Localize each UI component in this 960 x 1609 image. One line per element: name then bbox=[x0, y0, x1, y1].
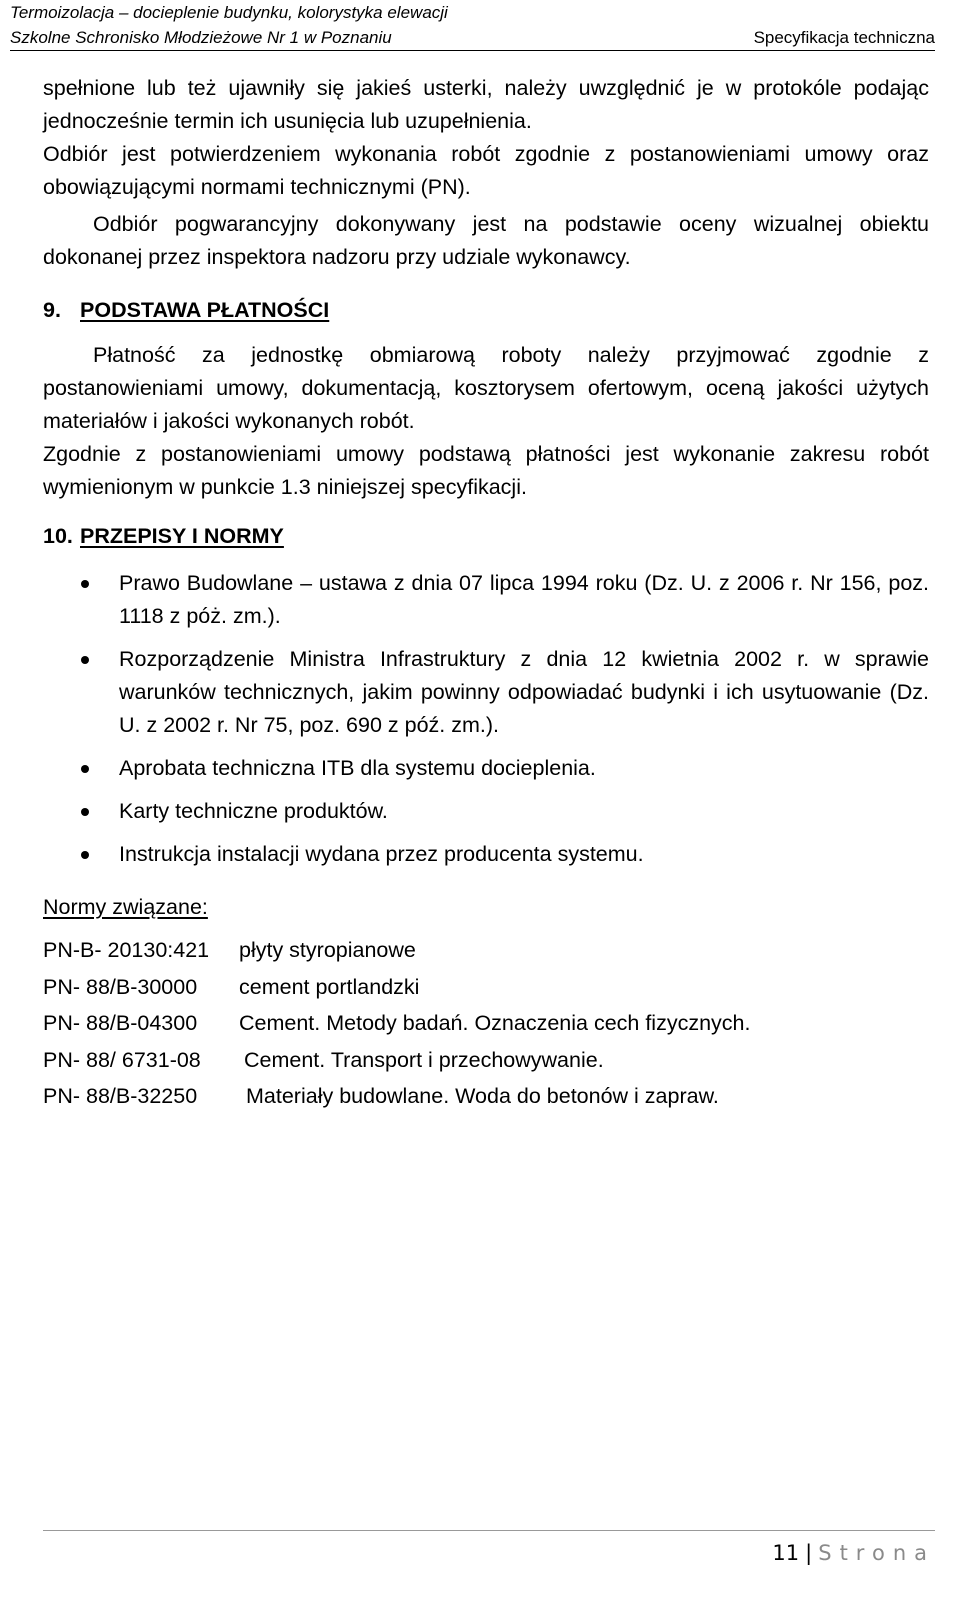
list-item: Aprobata techniczna ITB dla systemu docieplenia. bbox=[43, 752, 929, 785]
norm-row bbox=[43, 932, 929, 969]
norm-code: PN- 88/B-04300 bbox=[43, 1011, 198, 1035]
section-number: 10. bbox=[43, 524, 73, 548]
page-content bbox=[43, 72, 929, 1115]
norm-description: płyty styropianowe bbox=[239, 938, 416, 962]
norm-description: Cement. Transport i przechowywanie. bbox=[244, 1047, 604, 1072]
list-item: Instrukcja instalacji wydana przez producenta systemu. bbox=[43, 838, 929, 871]
header-title: Termoizolacja – docieplenie budynku, kolorystyka elewacji bbox=[10, 3, 448, 22]
norm-code: PN-B- 20130:421 bbox=[43, 938, 210, 962]
list-item: Rozporządzenie Ministra Infrastruktury z dnia 12 kwietnia 2002 r. w sprawie warunków technicznych, jakim powinny odpowiadać budynki i ich usytuowanie (Dz. U. z 2002 r. Nr 75, poz. 690 z póź. zm.). bbox=[43, 643, 929, 742]
page-indicator bbox=[772, 1541, 935, 1565]
page-footer bbox=[43, 1530, 935, 1577]
norm-row bbox=[43, 1042, 929, 1079]
paragraph: Odbiór jest potwierdzeniem wykonania robót zgodnie z postanowieniami umowy oraz obowiązującymi normami technicznymi (PN). bbox=[43, 142, 929, 199]
norm-code: PN- 88/B-30000 bbox=[43, 974, 198, 999]
norm-code: PN- 88/ 6731-08 bbox=[43, 1047, 201, 1072]
paragraph: Odbiór pogwarancyjny dokonywany jest na podstawie oceny wizualnej obiektu dokonanej przez inspektora nadzoru przy udziale wykonawcy. bbox=[43, 212, 929, 269]
list-item: Prawo Budowlane – ustawa z dnia 07 lipca 1994 roku (Dz. U. z 2006 r. Nr 156, poz. 1118 z póż. zm.). bbox=[43, 567, 929, 633]
norm-row bbox=[43, 969, 929, 1006]
norm-code: PN- 88/B-32250 bbox=[43, 1084, 198, 1108]
header-subtitle: Szkolne Schronisko Młodzieżowe Nr 1 w Poznaniu bbox=[10, 28, 392, 47]
paragraph: spełnione lub też ujawniły się jakieś usterki, należy uwzględnić je w protokóle podając jednocześnie termin ich usunięcia lub uzupełnienia. bbox=[43, 76, 929, 133]
norm-description: Cement. Metody badań. Oznaczenia cech fizycznych. bbox=[239, 1011, 751, 1035]
page-header bbox=[10, 0, 935, 51]
page-separator: | bbox=[805, 1541, 813, 1565]
section-number: 9. bbox=[43, 298, 61, 322]
section-heading bbox=[43, 294, 929, 327]
norm-row bbox=[43, 1005, 929, 1042]
norm-row bbox=[43, 1078, 929, 1115]
norm-description: cement portlandzki bbox=[239, 974, 420, 999]
section-title: PODSTAWA PŁATNOŚCI bbox=[80, 298, 330, 322]
section-heading bbox=[43, 520, 929, 553]
page-label: Strona bbox=[818, 1541, 935, 1565]
norm-description: Materiały budowlane. Woda do betonów i zapraw. bbox=[246, 1084, 719, 1108]
paragraph: Płatność za jednostkę obmiarową roboty należy przyjmować zgodnie z postanowieniami umowy, dokumentacją, kosztorysem ofertowym, oceną jakości użytych materiałów i jakości wykonanych robót. bbox=[43, 343, 929, 433]
norms-list bbox=[43, 932, 929, 1115]
regulations-list bbox=[43, 567, 929, 871]
section-title: PRZEPISY I NORMY bbox=[80, 524, 284, 548]
paragraph: Zgodnie z postanowieniami umowy podstawą płatności jest wykonanie zakresu robót wymienionym w punkcie 1.3 niniejszej specyfikacji. bbox=[43, 442, 929, 499]
norms-heading: Normy związane: bbox=[43, 895, 208, 919]
list-item: Karty techniczne produktów. bbox=[43, 795, 929, 828]
page-number: 11 bbox=[772, 1541, 800, 1565]
header-doc-type: Specyfikacja techniczna bbox=[753, 28, 935, 47]
